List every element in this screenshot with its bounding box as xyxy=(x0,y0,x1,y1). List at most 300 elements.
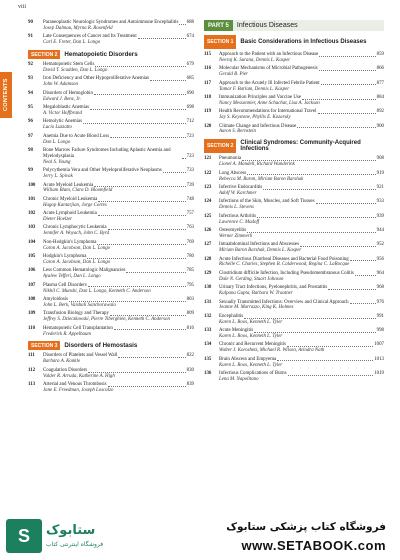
chapter-number: 124 xyxy=(204,199,212,205)
chapter-number: 98 xyxy=(28,148,33,153)
page-ref: 803 xyxy=(186,297,194,303)
page-ref: 830 xyxy=(186,367,194,373)
setabook-logo-icon: S xyxy=(6,519,42,553)
chapter-authors: Karen L. Roos, Kenneth L. Tyler xyxy=(219,362,283,368)
chapter-number: 125 xyxy=(204,213,212,219)
page-ref: 712 xyxy=(186,119,194,125)
chapter-authors: Gerald B. Pier xyxy=(219,72,248,78)
chapter-number: 105 xyxy=(28,254,36,260)
dot-leader xyxy=(257,217,376,218)
dot-leader xyxy=(350,260,376,261)
dot-leader xyxy=(98,215,186,216)
chapter-number: 109 xyxy=(28,311,36,317)
chapter-title: Brain Abscess and Empyema xyxy=(219,356,277,362)
chapter-number: 117 xyxy=(204,80,212,86)
page-ref: 866 xyxy=(376,66,384,72)
toc-entry[interactable] xyxy=(28,134,194,146)
dot-leader xyxy=(242,160,376,161)
part-header xyxy=(204,20,384,31)
chapter-number: 116 xyxy=(204,66,212,72)
chapter-title: Transfusion Biology and Therapy xyxy=(43,311,109,317)
dot-leader xyxy=(263,189,375,190)
page-ref: 757 xyxy=(186,211,194,217)
chapter-title: Hemolytic Anemias xyxy=(43,119,82,125)
toc-entry[interactable] xyxy=(204,242,384,254)
dot-leader xyxy=(87,258,185,259)
chapter-title: Lung Abscess xyxy=(219,170,247,176)
page-ref: 698 xyxy=(186,105,194,111)
chapter-title: Infectious Arthritis xyxy=(219,213,257,219)
dot-leader xyxy=(94,186,185,187)
chapter-authors: Nancy Messonnier, Anne Schuchat, Lisa A. Jackson xyxy=(219,100,320,106)
chapter-authors: Lawrence C. Madoff xyxy=(219,219,260,225)
dot-leader xyxy=(247,174,375,175)
chapter-title: Infective Endocarditis xyxy=(219,185,263,190)
chapter-authors: Josep Dalmau, Myrna R. Rosenfeld xyxy=(43,25,113,31)
page-ref: 859 xyxy=(376,52,384,57)
dot-leader xyxy=(94,94,186,95)
chapter-number: 106 xyxy=(28,268,36,274)
chapter-authors: Neal S. Young xyxy=(43,159,71,165)
page-ref: 939 xyxy=(376,213,384,219)
page-ref: 884 xyxy=(376,94,384,100)
chapter-title: Amyloidosis xyxy=(43,297,69,303)
chapter-title: Chronic and Recurrent Meningitis xyxy=(219,342,286,348)
dot-leader xyxy=(321,84,376,85)
toc-entry[interactable] xyxy=(204,271,384,283)
logo-subtitle: فروشگاه اینترنتی کتاب xyxy=(46,541,104,548)
chapter-title: Acute Meningitis xyxy=(219,328,254,334)
toc-entry[interactable] xyxy=(204,342,384,354)
chapter-authors: Miriam Baron Barshak, Dennis L. Kasper xyxy=(219,248,302,254)
toc-entry[interactable] xyxy=(28,183,194,195)
chapter-title: Arterial and Venous Thrombosis xyxy=(43,382,107,388)
page-ref: 822 xyxy=(186,353,194,359)
chapter-title: Hematopoietic Stem Cells xyxy=(43,62,95,68)
chapter-authors: Tamar F. Barlam, Dennis L. Kasper xyxy=(219,86,290,92)
dot-leader xyxy=(179,24,185,25)
chapter-number: 122 xyxy=(204,170,212,176)
chapter-title: Plasma Cell Disorders xyxy=(43,282,87,288)
contents-side-tab: CONTENTS xyxy=(0,72,12,118)
dot-leader xyxy=(244,318,375,319)
chapter-authors: Karen L. Roos, Kenneth L. Tyler xyxy=(219,319,283,325)
chapter-number: 118 xyxy=(204,94,212,100)
chapter-authors: William Blum, Clara D. Bloomfield xyxy=(43,188,113,194)
chapter-number: 91 xyxy=(28,34,33,40)
dot-leader xyxy=(302,99,376,100)
dot-leader xyxy=(150,80,186,81)
chapter-title: Intraabdominal Infections and Abscesses xyxy=(219,242,299,248)
chapter-title: Coagulation Disorders xyxy=(43,367,88,373)
chapter-title: Bone Marrow Failure Syndromes Including Aplastic Anemia and Myelodysplasia xyxy=(43,148,171,159)
page-ref: 998 xyxy=(376,328,384,334)
page-ref: 795 xyxy=(186,282,194,288)
chapter-authors: Jennifer A. Woyach, John C. Byrd xyxy=(43,231,110,237)
chapter-authors: Caron A. Jacobson, Dan L. Longo xyxy=(43,260,111,265)
chapter-number: 123 xyxy=(204,185,212,190)
dot-leader xyxy=(108,386,186,387)
page-ref: 976 xyxy=(376,299,384,305)
chapter-title: Health Recommendations for International Travel xyxy=(219,109,317,115)
chapter-title: Disorders of Hemoglobin xyxy=(43,90,93,96)
section-label: SECTION 3 xyxy=(28,341,60,350)
dot-leader xyxy=(95,66,185,67)
chapter-title: Megaloblastic Anemias xyxy=(43,105,90,111)
toc-entry[interactable] xyxy=(204,95,384,107)
page-ref: 964 xyxy=(376,270,384,276)
dot-leader xyxy=(118,357,185,358)
chapter-number: 131 xyxy=(204,299,212,305)
chapter-authors: Jeffrey S. Dzieczkowski, Pierre Tiberghien, Kenneth C. Anderson xyxy=(43,317,170,323)
page-ref: 733 xyxy=(186,168,194,174)
toc-entry[interactable] xyxy=(204,124,384,136)
chapter-authors: John L. Berk, Vaishali Sanchorawala xyxy=(43,302,116,308)
toc-entry[interactable] xyxy=(28,20,194,32)
toc-entry[interactable] xyxy=(28,311,194,323)
chapter-title: Urinary Tract Infections, Pyelonephritis, and Prostatitis xyxy=(219,285,328,291)
chapter-number: 99 xyxy=(28,168,33,174)
chapter-number: 119 xyxy=(204,109,212,115)
toc-entry[interactable] xyxy=(204,109,384,121)
toc-entry[interactable] xyxy=(28,368,194,380)
dot-leader xyxy=(69,301,186,302)
page-ref: 1013 xyxy=(374,356,384,362)
toc-entry[interactable] xyxy=(28,353,194,365)
chapter-number: 115 xyxy=(204,52,212,57)
chapter-title: Acute Lymphoid Leukemia xyxy=(43,211,97,217)
chapter-authors: Walter J. Koroshetz, Michael R. Wilson, Avindra Nath xyxy=(219,348,325,354)
chapter-title: Climate Change and Infectious Disease xyxy=(219,123,297,129)
toc-entry[interactable] xyxy=(28,240,194,252)
chapter-title: Sexually Transmitted Infections: Overview and Clinical Approach xyxy=(219,299,349,305)
toc-entry[interactable] xyxy=(204,371,384,383)
part-label: PART 5 xyxy=(204,20,233,31)
chapter-authors: Valder R. Arruda, Katherine A. High xyxy=(43,373,115,379)
chapter-authors: Adolf W. Karchmer xyxy=(219,190,257,196)
chapter-authors: A. Victor Hoffbrand xyxy=(43,110,82,116)
chapter-authors: Carl E. Freter, Dan L. Longo xyxy=(43,40,101,46)
store-name: فروشگاه کتاب پزشکی ستابوک xyxy=(226,521,386,533)
toc-entry[interactable] xyxy=(28,382,194,394)
chapter-authors: John W. Adamson xyxy=(43,82,78,88)
chapter-authors: Lucio Luzzatto xyxy=(43,125,72,131)
dot-leader xyxy=(110,315,186,316)
page-ref: 723 xyxy=(186,153,194,159)
chapter-title: Infections of the Skin, Muscles, and Soft Tissues xyxy=(219,199,315,205)
dot-leader xyxy=(114,329,186,330)
chapter-authors: Jay S. Keystone, Phyllis E. Kozarsky xyxy=(219,115,291,121)
section-title: Hematopoietic Disorders xyxy=(64,51,138,59)
dot-leader xyxy=(319,56,375,57)
chapter-title: Encephalitis xyxy=(219,313,244,319)
dot-leader xyxy=(328,289,375,290)
chapter-title: Approach to the Patient with an Infectious Disease xyxy=(219,52,319,57)
dot-leader xyxy=(287,346,373,347)
toc-entry[interactable] xyxy=(28,225,194,237)
chapter-number: 113 xyxy=(28,382,36,388)
toc-entry[interactable] xyxy=(28,297,194,309)
chapter-title: Pneumonia xyxy=(219,156,242,162)
chapter-title: Infectious Complications of Burns xyxy=(219,371,287,377)
chapter-number: 107 xyxy=(28,282,36,288)
chapter-title: Hodgkin's Lymphoma xyxy=(43,254,87,260)
page-ref: 1019 xyxy=(374,371,384,377)
page-ref: 816 xyxy=(186,325,194,331)
section-header xyxy=(28,341,194,350)
chapter-title: Paraneoplastic Neurologic Syndromes and Autoimmune Encephalitis xyxy=(43,20,179,25)
section-title: Disorders of Hemostasis xyxy=(64,342,138,350)
toc-entry[interactable] xyxy=(204,328,384,340)
chapter-number: 101 xyxy=(28,196,36,202)
toc-entry[interactable] xyxy=(28,76,194,88)
toc-entry[interactable] xyxy=(204,300,384,312)
chapter-number: 133 xyxy=(204,328,212,334)
chapter-number: 135 xyxy=(204,356,212,362)
chapter-number: 130 xyxy=(204,285,212,291)
chapter-title: Chronic Lymphocytic Leukemia xyxy=(43,225,107,231)
page-ref: 723 xyxy=(186,133,194,139)
chapter-authors: Dale N. Gerding, Stuart Johnson xyxy=(219,276,284,282)
chapter-authors: David T. Scadden, Dan L. Longo xyxy=(43,68,108,74)
dot-leader xyxy=(163,172,186,173)
chapter-number: 120 xyxy=(204,123,212,129)
chapter-authors: Edward J. Benz, Jr. xyxy=(43,96,81,102)
toc-entry[interactable] xyxy=(204,171,384,183)
page-ref: 900 xyxy=(376,123,384,129)
chapter-title: Less Common Hematologic Malignancies xyxy=(43,268,126,274)
toc-entry[interactable] xyxy=(204,66,384,78)
chapter-number: 96 xyxy=(28,119,33,125)
toc-entry[interactable] xyxy=(28,119,194,131)
chapter-number: 108 xyxy=(28,297,36,303)
chapter-number: 129 xyxy=(204,270,212,276)
page-ref: 679 xyxy=(186,62,194,68)
dot-leader xyxy=(319,70,376,71)
page-ref: 739 xyxy=(186,182,194,188)
page-number: viii xyxy=(18,4,27,10)
dot-leader xyxy=(318,113,376,114)
page-ref: 991 xyxy=(376,313,384,319)
dot-leader xyxy=(138,38,186,39)
page-ref: 785 xyxy=(186,268,194,274)
section-header xyxy=(204,139,384,153)
page-ref: 839 xyxy=(186,382,194,388)
toc-entry[interactable] xyxy=(28,168,194,180)
chapter-title: Late Consequences of Cancer and Its Treatment xyxy=(43,34,137,40)
chapter-authors: Jerry L. Spivak xyxy=(43,174,73,180)
toc-entry[interactable] xyxy=(204,314,384,326)
section-header xyxy=(204,35,384,49)
dot-leader xyxy=(90,109,186,110)
chapter-number: 111 xyxy=(28,353,35,359)
chapter-authors: Dan L. Longo xyxy=(43,139,71,145)
dot-leader xyxy=(88,372,186,373)
chapter-title: Osteomyelitis xyxy=(219,227,247,233)
page-ref: 748 xyxy=(186,196,194,202)
dot-leader xyxy=(316,203,376,204)
page-ref: 769 xyxy=(186,239,194,245)
page-ref: 892 xyxy=(376,109,384,115)
section-title: Clinical Syndromes: Community-Acquired Infections xyxy=(240,139,361,153)
chapter-authors: Aaron S. Bernstein xyxy=(219,129,256,135)
chapter-authors: Jeanne M. Marrazzo, King K. Holmes xyxy=(219,305,294,311)
chapter-number: 90 xyxy=(28,20,33,25)
dot-leader xyxy=(98,201,185,202)
page-ref: 944 xyxy=(376,227,384,233)
dot-leader xyxy=(254,332,376,333)
chapter-title: Approach to the Acutely Ill Infected Febrile Patient xyxy=(219,80,320,86)
chapter-authors: Richelle C. Charles, Stephen B. Calderwood, Regina C. LaRocque xyxy=(219,262,350,268)
chapter-authors: Lena M. Napolitano xyxy=(219,376,259,382)
chapter-number: 121 xyxy=(204,156,212,162)
dot-leader xyxy=(297,127,376,128)
chapter-authors: Hagop Kantarjian, Jorge Cortes xyxy=(43,202,107,208)
chapter-authors: Caron A. Jacobson, Dan L. Longo xyxy=(43,245,111,251)
page-ref: 1007 xyxy=(374,342,384,348)
toc-entry[interactable] xyxy=(28,91,194,103)
toc-entry[interactable] xyxy=(28,197,194,209)
toc-entry[interactable] xyxy=(204,357,384,369)
chapter-authors: Rebecca M. Baron, Miriam Baron Barshak xyxy=(219,176,304,182)
toc-entry[interactable] xyxy=(204,52,384,64)
toc-entry[interactable] xyxy=(204,185,384,197)
dot-leader xyxy=(110,137,186,138)
chapter-title: Chronic Myeloid Leukemia xyxy=(43,196,98,202)
chapter-title: Polycythemia Vera and Other Myeloproliferative Neoplasms xyxy=(43,168,162,174)
dot-leader xyxy=(355,275,376,276)
page-ref: 908 xyxy=(376,156,384,162)
chapter-title: Disorders of Platelets and Vessel Wall xyxy=(43,353,118,359)
toc-right-column xyxy=(204,20,384,385)
dot-leader xyxy=(108,229,186,230)
toc-entry[interactable] xyxy=(204,199,384,211)
logo-text: ستابوک xyxy=(46,523,96,538)
section-header xyxy=(28,50,194,59)
toc-entry[interactable] xyxy=(28,283,194,295)
section-label: SECTION 2 xyxy=(28,50,60,59)
page-ref: 688 xyxy=(186,20,194,25)
chapter-number: 112 xyxy=(28,367,36,373)
page-ref: 956 xyxy=(376,256,384,262)
toc-entry[interactable] xyxy=(204,257,384,269)
chapter-title: Non-Hodgkin's Lymphoma xyxy=(43,239,97,245)
dot-leader xyxy=(247,232,375,233)
page-ref: 877 xyxy=(376,80,384,86)
page-ref: 921 xyxy=(376,185,384,190)
chapter-number: 134 xyxy=(204,342,212,348)
toc-entry[interactable] xyxy=(28,62,194,74)
chapter-number: 128 xyxy=(204,256,212,262)
chapter-number: 100 xyxy=(28,182,36,188)
chapter-authors: Nikhil C. Munshi, Dan L. Longo, Kenneth C. Anderson xyxy=(43,288,151,294)
dot-leader xyxy=(97,244,185,245)
chapter-title: Molecular Mechanisms of Microbial Pathogenesis xyxy=(219,66,318,72)
page-ref: 919 xyxy=(376,170,384,176)
chapter-authors: Neeraj K. Surana, Dennis L. Kasper xyxy=(219,57,291,63)
page-ref: 809 xyxy=(186,311,194,317)
chapter-number: 104 xyxy=(28,239,36,245)
dot-leader xyxy=(88,286,186,287)
chapter-authors: Ayalew Tefferi, Dan L. Longo xyxy=(43,274,101,280)
dot-leader xyxy=(126,272,185,273)
chapter-authors: Dieter Hoelzer xyxy=(43,217,73,223)
toc-entry[interactable] xyxy=(204,81,384,93)
chapter-number: 94 xyxy=(28,90,33,96)
page-ref: 933 xyxy=(376,199,384,205)
page-ref: 674 xyxy=(186,34,194,40)
toc-entry[interactable] xyxy=(28,211,194,223)
dot-leader xyxy=(83,123,186,124)
page-ref: 685 xyxy=(186,76,194,82)
chapter-authors: Jane E. Freedman, Joseph Loscalzo xyxy=(43,388,114,393)
chapter-number: 132 xyxy=(204,313,212,319)
chapter-authors: Werner Zimmerli xyxy=(219,233,253,239)
section-label: SECTION 1 xyxy=(204,35,236,49)
toc-entry[interactable] xyxy=(28,148,194,166)
chapter-authors: Frederick R. Appelbaum xyxy=(43,331,91,337)
section-label: SECTION 2 xyxy=(204,139,236,153)
dot-leader xyxy=(288,375,374,376)
chapter-number: 126 xyxy=(204,227,212,233)
toc-entry[interactable] xyxy=(28,34,194,46)
store-url[interactable]: www.SETABOOK.com xyxy=(241,538,386,553)
chapter-title: Clostridium difficile Infection, Including Pseudomembranous Colitis xyxy=(219,270,354,276)
chapter-authors: Lionel A. Mandell, Richard Wunderink xyxy=(219,162,295,168)
dot-leader xyxy=(277,360,373,361)
chapter-number: 102 xyxy=(28,211,36,217)
toc-entry[interactable] xyxy=(204,285,384,297)
page-ref: 780 xyxy=(186,254,194,260)
chapter-number: 93 xyxy=(28,76,33,82)
toc-entry[interactable] xyxy=(28,254,194,266)
chapter-title: Acute Infectious Diarrheal Diseases and Bacterial Food Poisoning xyxy=(219,256,349,262)
chapter-title: Anemia Due to Acute Blood Loss xyxy=(43,133,110,139)
chapter-authors: Karen L. Roos, Kenneth L. Tyler xyxy=(219,334,283,340)
toc-entry[interactable] xyxy=(28,326,194,338)
toc-entry[interactable] xyxy=(204,228,384,240)
page-ref: 968 xyxy=(376,285,384,291)
chapter-authors: Dennis L. Stevens xyxy=(219,205,254,211)
chapter-number: 95 xyxy=(28,105,33,111)
chapter-number: 110 xyxy=(28,325,36,331)
chapter-title: Iron Deficiency and Other Hypoproliferative Anemias xyxy=(43,76,150,82)
dot-leader xyxy=(350,303,376,304)
chapter-title: Hematopoietic Cell Transplantation xyxy=(43,325,113,331)
chapter-number: 97 xyxy=(28,133,33,139)
chapter-authors: Barbara A. Konkle xyxy=(43,359,80,365)
toc-entry[interactable] xyxy=(28,105,194,117)
chapter-number: 136 xyxy=(204,371,212,377)
dot-leader xyxy=(182,158,186,159)
toc-entry[interactable] xyxy=(204,214,384,226)
section-title: Basic Considerations in Infectious Diseases xyxy=(240,38,367,45)
footer-banner xyxy=(0,513,400,560)
page-ref: 690 xyxy=(186,90,194,96)
dot-leader xyxy=(300,246,376,247)
toc-entry[interactable] xyxy=(28,268,194,280)
chapter-number: 103 xyxy=(28,225,36,231)
chapter-number: 127 xyxy=(204,242,212,248)
page-ref: 952 xyxy=(376,242,384,248)
chapter-title: Acute Myeloid Leukemia xyxy=(43,182,94,188)
toc-entry[interactable] xyxy=(204,156,384,168)
chapter-number: 92 xyxy=(28,62,33,68)
page-ref: 763 xyxy=(186,225,194,231)
chapter-title: Immunization Principles and Vaccine Use xyxy=(219,94,301,100)
chapter-authors: Kalpana Gupta, Barbara W. Trautner xyxy=(219,291,293,297)
toc-left-column xyxy=(28,20,194,396)
